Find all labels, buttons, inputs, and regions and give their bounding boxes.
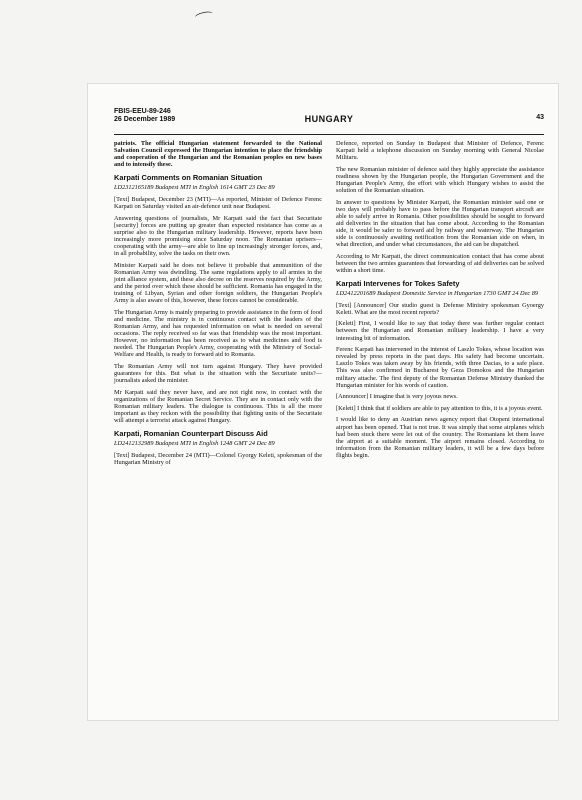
article-paragraph: [Keleti] First, I would like to say that today there was further regular contact between the Hungarian and Romanian military leadership. I have a very interesting bit of information. [336, 320, 544, 342]
article-dateline: LD2312165189 Budapest MTI in English 1614 GMT 23 Dec 89 [114, 184, 275, 192]
article-paragraph: In answer to questions by Minister Karpati, the Romanian minister said one or two days will probably have to pass before the Hungarian transport aircraft are able to safely arrive in Romania. Other possibilities should be sought to forward aid deliveries in the situation that has come about. According to the Romanian side, it would be safer to forward aid by railway and waterway. The Hungarian side is continuously awaiting notification from the Romanian side on when, in what direction, and under what circumstances, the aid can be dispatched. [336, 198, 544, 249]
intro-paragraph: patriots. The official Hungarian statement forwarded to the National Salvation Council expressed the Hungarian intention to place the friendship and cooperation of the Hungarian and the Romanian peoples on new bases and to intensify these. [114, 140, 322, 169]
article-paragraph: The Romanian Army will not turn against Hungary. They have provided guarantees for this. But what is the situation with the Securitate units?—journalists asked the minister. [114, 362, 322, 385]
article-paragraph: [Text] [Announcer] Our studio guest is Defense Ministry spokesman Gyoergy Keleti. What are the most recent reports? [336, 301, 544, 316]
article-paragraph: The Hungarian Army is mainly preparing to provide assistance in the form of food and medicine. The ministry is in continuous contact with the leaders of the Romanian Army, and has requested information on what is needed on several occasions. The reply received so far was that friendship was the most important. However, no information has been received as to what medicines and food is needed. The Hungarian People's Army, cooperating with the Ministry of Social-Welfare and Health, is ready to forward aid to Romania. [114, 308, 322, 359]
article-paragraph: [Text] Budapest, December 24 (MTI)—Colonel Gyorgy Keleti, spokesman of the Hungarian Ministry of [114, 451, 322, 466]
right-column [336, 140, 544, 712]
running-head [114, 108, 544, 132]
article-dateline: LD2412201689 Budapest Domestic Service in Hungarian 1730 GMT 24 Dec 89 [336, 290, 539, 298]
header-rule [114, 134, 544, 135]
article-paragraph: Defence, reported on Sunday in Budapest that Minister of Defence, Ferenc Karpati held a telephone discussion on Sunday morning with General Nicolae Militaru. [336, 140, 544, 162]
doc-id: FBIS-EEU-89-246 [114, 108, 171, 115]
left-column [114, 140, 322, 712]
article-paragraph: Answering questions of journalists, Mr Karpati said the fact that Securitate [security] forces are putting up greater than expected resistance has come as a surprise also to the Hungarian military leadership. However, reports have been increasingly more promising since Saturday noon. The Romanian uprisers—cooperating with the army—are able to line up increasingly stronger forces, and, in all probability, solve the tasks on their own. [114, 214, 322, 258]
article-paragraph: Minister Karpati said he does not believe it probable that ammunition of the Romanian Army was dwindling. The same regulations apply to all armies in the joint alliance system, and these also decree on the reserves required by the Army, and the period over which these should be sufficient. Romania has engaged in the training of Libyan, Syrian and other foreign soldiers, the Hungarian People's Army is also aware of this, however, these forces cannot be considerable. [114, 261, 322, 305]
article-title: Karpati Intervenes for Tokes Safety [336, 279, 460, 289]
document-page [88, 84, 558, 720]
article-paragraph: Mr Karpati said they never have, and are not right now, in contact with the organizations of the Romanian Secret Service. They are in contact only with the Romanian military leaders. The dialogue is continuous. This is all the more important as they reckon with the possibility that fighting units of the Securitate will attempt a terrorist attack against Hungary. [114, 388, 322, 425]
article-title: Karpati, Romanian Counterpart Discuss Aid [114, 429, 268, 439]
article-paragraph: [Keleti] I think that if soldiers are able to pay attention to this, it is a joyous event. [336, 404, 543, 412]
section-title: HUNGARY [304, 114, 354, 124]
text-columns [114, 140, 544, 712]
article-paragraph: [Text] Budapest, December 23 (MTI)—As reported, Minister of Defence Ferenc Karpati on Saturday visited an air-defence unit near Budapest. [114, 195, 322, 211]
article-title: Karpati Comments on Romanian Situation [114, 173, 263, 183]
article-paragraph: According to Mr Karpati, the direct communication contact that has come about between the two armies guarantees that forwarding of aid deliveries can be solved within a short time. [336, 252, 544, 274]
article-paragraph: Ferenc Karpati has intervened in the interest of Laszlo Tokes, whose location was revealed by press reports in the past days. His safety had become uncertain. Laszlo Tokes was taken away by his friends, with three Dacias, to a safe place. This was also confirmed in Bucharest by Geza Domokos and the Hungarian military attache. The first deputy of the Romanian Defense Ministry thanked the Hungarian minister for his words of caution. [336, 346, 544, 389]
page-number: 43 [536, 114, 544, 121]
article-paragraph: The new Romanian minister of defence said they highly appreciate the assistance readiness shown by the Hungarian people, the Hungarian Government and the Hungarian People's Army, the effort with which Hungary wishes to assist the solution of the Romanian situation. [336, 165, 544, 195]
article-paragraph: [Announcer] I imagine that is very joyous news. [336, 393, 458, 401]
doc-date: 26 December 1989 [114, 116, 176, 123]
article-paragraph: I would like to deny an Austrian news agency report that Otopeni international airport has been opened. That is not true. It was simply that some airplanes which had been stuck there were let out of the country. The Romanians let them leave the airport at a suitable moment. The airport remains closed. According to information from the Romanian military leaders, it will be a few days before flights begin. [336, 416, 544, 459]
scan-pen-mark [194, 10, 213, 21]
article-dateline: LD2412132989 Budapest MTI in English 1248 GMT 24 Dec 89 [114, 440, 275, 448]
